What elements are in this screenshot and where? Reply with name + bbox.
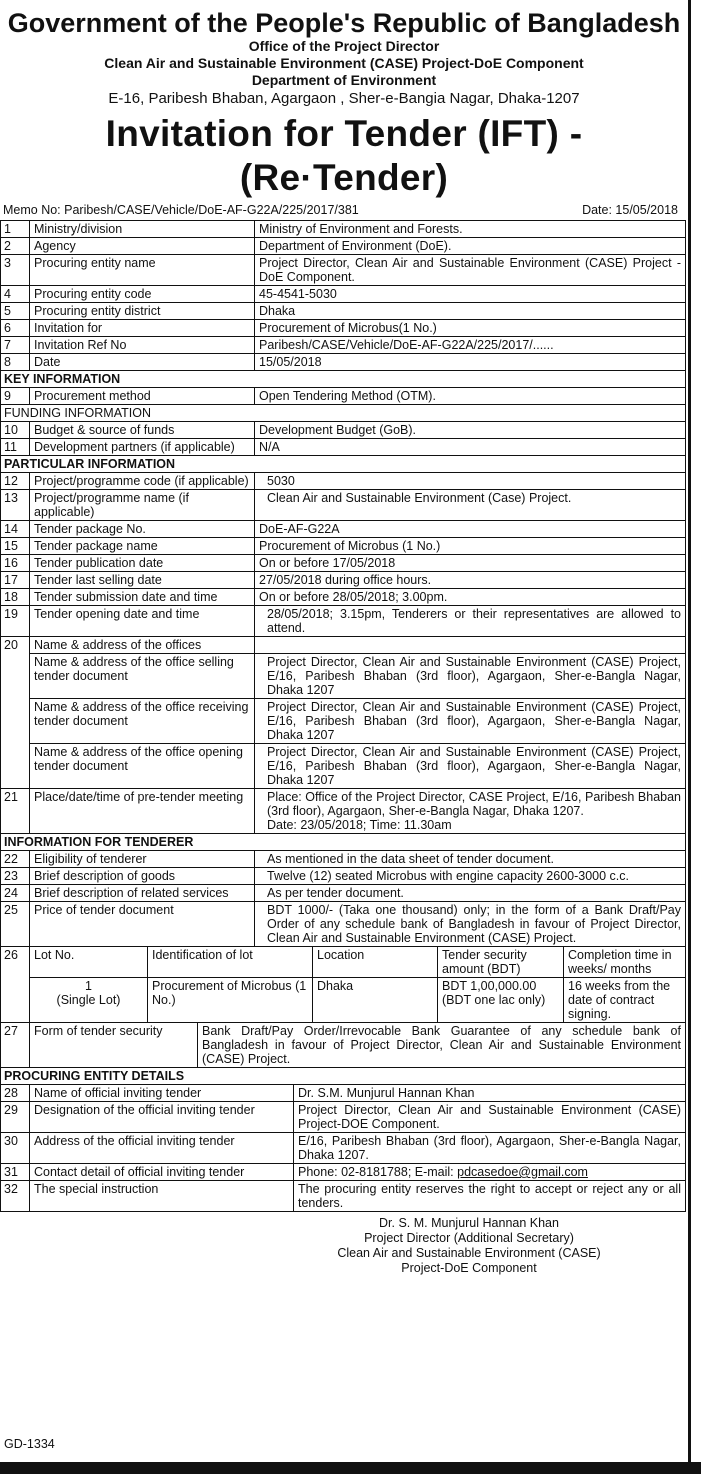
row-value: Department of Environment (DoE). xyxy=(255,238,686,255)
row-label: Contact detail of official inviting tender xyxy=(30,1164,294,1181)
memo-line xyxy=(0,200,688,220)
row-value: Bank Draft/Pay Order/Irrevocable Bank Guarantee of any schedule bank of Bangladesh in favour of Project Director, Clean Air and Sustainable Environment (CASE) Project. xyxy=(198,1023,686,1068)
row-number: 1 xyxy=(1,221,30,238)
table-row xyxy=(1,555,686,572)
procuring-entity-table xyxy=(0,1067,686,1212)
table-row xyxy=(1,1102,686,1133)
row-value: Project Director, Clean Air and Sustainable Environment (CASE) Project, E/16, Paribesh Bhaban (3rd floor), Agargaon, Sher-e-Bangla Nagar, Dhaka 1207 xyxy=(255,699,686,744)
row-value: 5030 xyxy=(255,473,686,490)
table-row xyxy=(1,1181,686,1212)
table-row xyxy=(1,1023,686,1068)
row-label: Invitation for xyxy=(30,320,255,337)
row-number: 30 xyxy=(1,1133,30,1164)
table-row xyxy=(1,572,686,589)
notice-title: Invitation for Tender (IFT) - (Re·Tender) xyxy=(105,113,583,198)
row-value xyxy=(255,789,686,834)
lot-header-completion: Completion time in weeks/ months xyxy=(564,947,686,978)
table-row xyxy=(1,303,686,320)
row-value: BDT 1000/- (Taka one thousand) only; in the form of a Bank Draft/Pay Order of any schedule bank of Bangladesh in favour of Project Director, Clean Air and Sustainable Environment (CASE) Project. xyxy=(255,902,686,947)
table-row xyxy=(1,439,686,456)
row-value: 28/05/2018; 3.15pm, Tenderers or their representatives are allowed to attend. xyxy=(255,606,686,637)
table-row xyxy=(1,1164,686,1181)
row-label: Invitation Ref No xyxy=(30,337,255,354)
row-number: 17 xyxy=(1,572,30,589)
table-row xyxy=(1,744,686,789)
section-header xyxy=(1,371,686,388)
row-label: Name of official inviting tender xyxy=(30,1085,294,1102)
table-row xyxy=(1,238,686,255)
project-name: Clean Air and Sustainable Environment (CASE) Project-DoE Component xyxy=(104,55,584,71)
lot-identification: Procurement of Microbus (1 No.) xyxy=(148,978,313,1023)
row-number: 8 xyxy=(1,354,30,371)
row-number: 2 xyxy=(1,238,30,255)
row-value: Development Budget (GoB). xyxy=(255,422,686,439)
row-label: Name & address of the offices xyxy=(30,637,255,654)
row-number: 10 xyxy=(1,422,30,439)
row-number: 11 xyxy=(1,439,30,456)
table-row xyxy=(1,699,686,744)
table-row xyxy=(1,851,686,868)
table-row xyxy=(1,221,686,238)
row-number: 9 xyxy=(1,388,30,405)
lot-sub: (Single Lot) xyxy=(56,993,121,1007)
row-label: Address of the official inviting tender xyxy=(30,1133,294,1164)
row-number: 19 xyxy=(1,606,30,637)
row-number: 27 xyxy=(1,1023,30,1068)
row-number xyxy=(1,978,30,1023)
row-value: Procurement of Microbus(1 No.) xyxy=(255,320,686,337)
table-row xyxy=(1,473,686,490)
row-number xyxy=(1,699,30,744)
row-number xyxy=(1,654,30,699)
lot-location: Dhaka xyxy=(313,978,438,1023)
table-row xyxy=(1,521,686,538)
row-label: The special instruction xyxy=(30,1181,294,1212)
signatory-project: Clean Air and Sustainable Environment (CASE) xyxy=(337,1246,601,1260)
bottom-bar xyxy=(0,1462,701,1474)
lot-number: 1 xyxy=(85,979,92,993)
row-label: Agency xyxy=(30,238,255,255)
row-value: Project Director, Clean Air and Sustainable Environment (CASE) Project - DoE Component. xyxy=(255,255,686,286)
right-border xyxy=(688,0,691,1474)
row-value xyxy=(255,637,686,654)
table-row xyxy=(1,422,686,439)
row-value: 45-4541-5030 xyxy=(255,286,686,303)
row-label: Designation of the official inviting tender xyxy=(30,1102,294,1133)
tender-info-table xyxy=(0,220,686,947)
lot-header-identification: Identification of lot xyxy=(148,947,313,978)
row-value: Dhaka xyxy=(255,303,686,320)
row-label: Development partners (if applicable) xyxy=(30,439,255,456)
row-number: 14 xyxy=(1,521,30,538)
row-value: Project Director, Clean Air and Sustainable Environment (CASE) Project, E/16, Paribesh Bhaban (3rd floor), Agargaon, Sher-e-Bangla Nagar, Dhaka 1207 xyxy=(255,654,686,699)
row-label: Brief description of related services xyxy=(30,885,255,902)
row-value: As per tender document. xyxy=(255,885,686,902)
row-label: Procuring entity code xyxy=(30,286,255,303)
row-label: Tender package No. xyxy=(30,521,255,538)
lot-data-row xyxy=(1,978,686,1023)
meeting-place: Place: Office of the Project Director, CASE Project, E/16, Paribesh Bhaban (3rd floor), Agargaon, Sher-e-Bangla Nagar, Dhaka 1207. xyxy=(267,790,681,818)
signature-block xyxy=(250,1216,688,1276)
row-number: 23 xyxy=(1,868,30,885)
row-label: Ministry/division xyxy=(30,221,255,238)
row-value: Dr. S.M. Munjurul Hannan Khan xyxy=(294,1085,686,1102)
row-number: 20 xyxy=(1,637,30,654)
table-row xyxy=(1,320,686,337)
row-number: 6 xyxy=(1,320,30,337)
row-value: DoE-AF-G22A xyxy=(255,521,686,538)
row-label: Procuring entity name xyxy=(30,255,255,286)
table-row xyxy=(1,538,686,555)
signatory-component: Project-DoE Component xyxy=(401,1261,537,1275)
section-procuring-entity-details: PROCURING ENTITY DETAILS xyxy=(1,1068,686,1085)
row-number: 21 xyxy=(1,789,30,834)
row-label: Name & address of the office selling tender document xyxy=(30,654,255,699)
row-label: Place/date/time of pre-tender meeting xyxy=(30,789,255,834)
row-value: Project Director, Clean Air and Sustainable Environment (CASE) Project, E/16, Paribesh Bhaban (3rd floor), Agargaon, Sher-e-Bangla Nagar, Dhaka 1207 xyxy=(255,744,686,789)
government-title: Government of the People's Republic of Bangladesh xyxy=(7,8,681,38)
row-number: 26 xyxy=(1,947,30,978)
row-label: Budget & source of funds xyxy=(30,422,255,439)
row-label: Name & address of the office opening tender document xyxy=(30,744,255,789)
row-number: 18 xyxy=(1,589,30,606)
lot-security: BDT 1,00,000.00 xyxy=(442,979,537,993)
row-label: Tender opening date and time xyxy=(30,606,255,637)
row-number: 12 xyxy=(1,473,30,490)
table-row xyxy=(1,885,686,902)
row-number: 24 xyxy=(1,885,30,902)
row-value: E/16, Paribesh Bhaban (3rd floor), Agargaon, Sher-e-Bangla Nagar, Dhaka 1207. xyxy=(294,1133,686,1164)
section-header xyxy=(1,834,686,851)
section-header xyxy=(1,456,686,473)
office-name: Office of the Project Director xyxy=(248,38,440,54)
table-row xyxy=(1,1085,686,1102)
row-value: N/A xyxy=(255,439,686,456)
section-key-information: KEY INFORMATION xyxy=(1,371,686,388)
lot-header-location: Location xyxy=(313,947,438,978)
row-number: 32 xyxy=(1,1181,30,1212)
table-row xyxy=(1,490,686,521)
table-row xyxy=(1,902,686,947)
row-number: 25 xyxy=(1,902,30,947)
section-particular-information: PARTICULAR INFORMATION xyxy=(1,456,686,473)
row-label: Procuring entity district xyxy=(30,303,255,320)
signatory-designation: Project Director (Additional Secretary) xyxy=(364,1231,574,1245)
row-label: Procurement method xyxy=(30,388,255,405)
row-number: 16 xyxy=(1,555,30,572)
row-label: Tender publication date xyxy=(30,555,255,572)
row-label: Price of tender document xyxy=(30,902,255,947)
row-value: Paribesh/CASE/Vehicle/DoE-AF-G22A/225/2017/...... xyxy=(255,337,686,354)
row-value: On or before 17/05/2018 xyxy=(255,555,686,572)
security-table xyxy=(0,1022,686,1068)
table-row xyxy=(1,354,686,371)
row-label: Tender submission date and time xyxy=(30,589,255,606)
row-label: Project/programme code (if applicable) xyxy=(30,473,255,490)
row-value: Clean Air and Sustainable Environment (Case) Project. xyxy=(255,490,686,521)
row-label: Name & address of the office receiving tender document xyxy=(30,699,255,744)
row-number: 29 xyxy=(1,1102,30,1133)
row-value: Open Tendering Method (OTM). xyxy=(255,388,686,405)
memo-number: Memo No: Paribesh/CASE/Vehicle/DoE-AF-G22A/225/2017/381 xyxy=(3,203,359,217)
row-label: Project/programme name (if applicable) xyxy=(30,490,255,521)
contact-phone: Phone: 02-8181788; E-mail: xyxy=(298,1165,458,1179)
table-row xyxy=(1,255,686,286)
lot-security-sub: (BDT one lac only) xyxy=(442,993,546,1007)
contact-email-link[interactable]: pdcasedoe@gmail.com xyxy=(457,1165,588,1179)
lot-header-lot-no: Lot No. xyxy=(30,947,148,978)
section-header xyxy=(1,405,686,422)
meeting-date-time: Date: 23/05/2018; Time: 11.30am xyxy=(267,818,452,832)
memo-date: Date: 15/05/2018 xyxy=(582,203,678,217)
table-row xyxy=(1,789,686,834)
row-number: 3 xyxy=(1,255,30,286)
lot-table xyxy=(0,946,686,1023)
row-value xyxy=(294,1164,686,1181)
table-row xyxy=(1,286,686,303)
table-row xyxy=(1,1133,686,1164)
table-row xyxy=(1,654,686,699)
row-value: Procurement of Microbus (1 No.) xyxy=(255,538,686,555)
section-information-for-tenderer: INFORMATION FOR TENDERER xyxy=(1,834,686,851)
row-number xyxy=(1,744,30,789)
row-label: Tender last selling date xyxy=(30,572,255,589)
row-value: The procuring entity reserves the right to accept or reject any or all tenders. xyxy=(294,1181,686,1212)
row-value: As mentioned in the data sheet of tender document. xyxy=(255,851,686,868)
table-row xyxy=(1,868,686,885)
row-value: On or before 28/05/2018; 3.00pm. xyxy=(255,589,686,606)
row-label: Eligibility of tenderer xyxy=(30,851,255,868)
row-label: Tender package name xyxy=(30,538,255,555)
row-number: 4 xyxy=(1,286,30,303)
lot-header-row xyxy=(1,947,686,978)
row-label: Date xyxy=(30,354,255,371)
row-number: 13 xyxy=(1,490,30,521)
row-value: 27/05/2018 during office hours. xyxy=(255,572,686,589)
office-address: E-16, Paribesh Bhaban, Agargaon , Sher-e-Bangia Nagar, Dhaka-1207 xyxy=(108,90,580,107)
row-label: Brief description of goods xyxy=(30,868,255,885)
row-number: 22 xyxy=(1,851,30,868)
row-number: 7 xyxy=(1,337,30,354)
lot-security-cell xyxy=(438,978,564,1023)
section-funding-information: FUNDING INFORMATION xyxy=(1,405,686,422)
row-number: 31 xyxy=(1,1164,30,1181)
lot-number-cell xyxy=(30,978,148,1023)
table-row xyxy=(1,589,686,606)
table-row xyxy=(1,637,686,654)
row-number: 15 xyxy=(1,538,30,555)
row-number: 5 xyxy=(1,303,30,320)
lot-completion: 16 weeks from the date of contract signing. xyxy=(564,978,686,1023)
notice-header xyxy=(0,8,688,200)
row-label: Form of tender security xyxy=(30,1023,198,1068)
signatory-name: Dr. S. M. Munjurul Hannan Khan xyxy=(379,1216,559,1230)
row-number: 28 xyxy=(1,1085,30,1102)
table-row xyxy=(1,606,686,637)
row-value: 15/05/2018 xyxy=(255,354,686,371)
section-header xyxy=(1,1068,686,1085)
lot-header-security: Tender security amount (BDT) xyxy=(438,947,564,978)
table-row xyxy=(1,337,686,354)
row-value: Ministry of Environment and Forests. xyxy=(255,221,686,238)
footer-code: GD-1334 xyxy=(4,1437,55,1451)
row-value: Twelve (12) seated Microbus with engine capacity 2600-3000 c.c. xyxy=(255,868,686,885)
table-row xyxy=(1,388,686,405)
department-name: Department of Environment xyxy=(251,72,437,88)
row-value: Project Director, Clean Air and Sustainable Environment (CASE) Project-DOE Component. xyxy=(294,1102,686,1133)
